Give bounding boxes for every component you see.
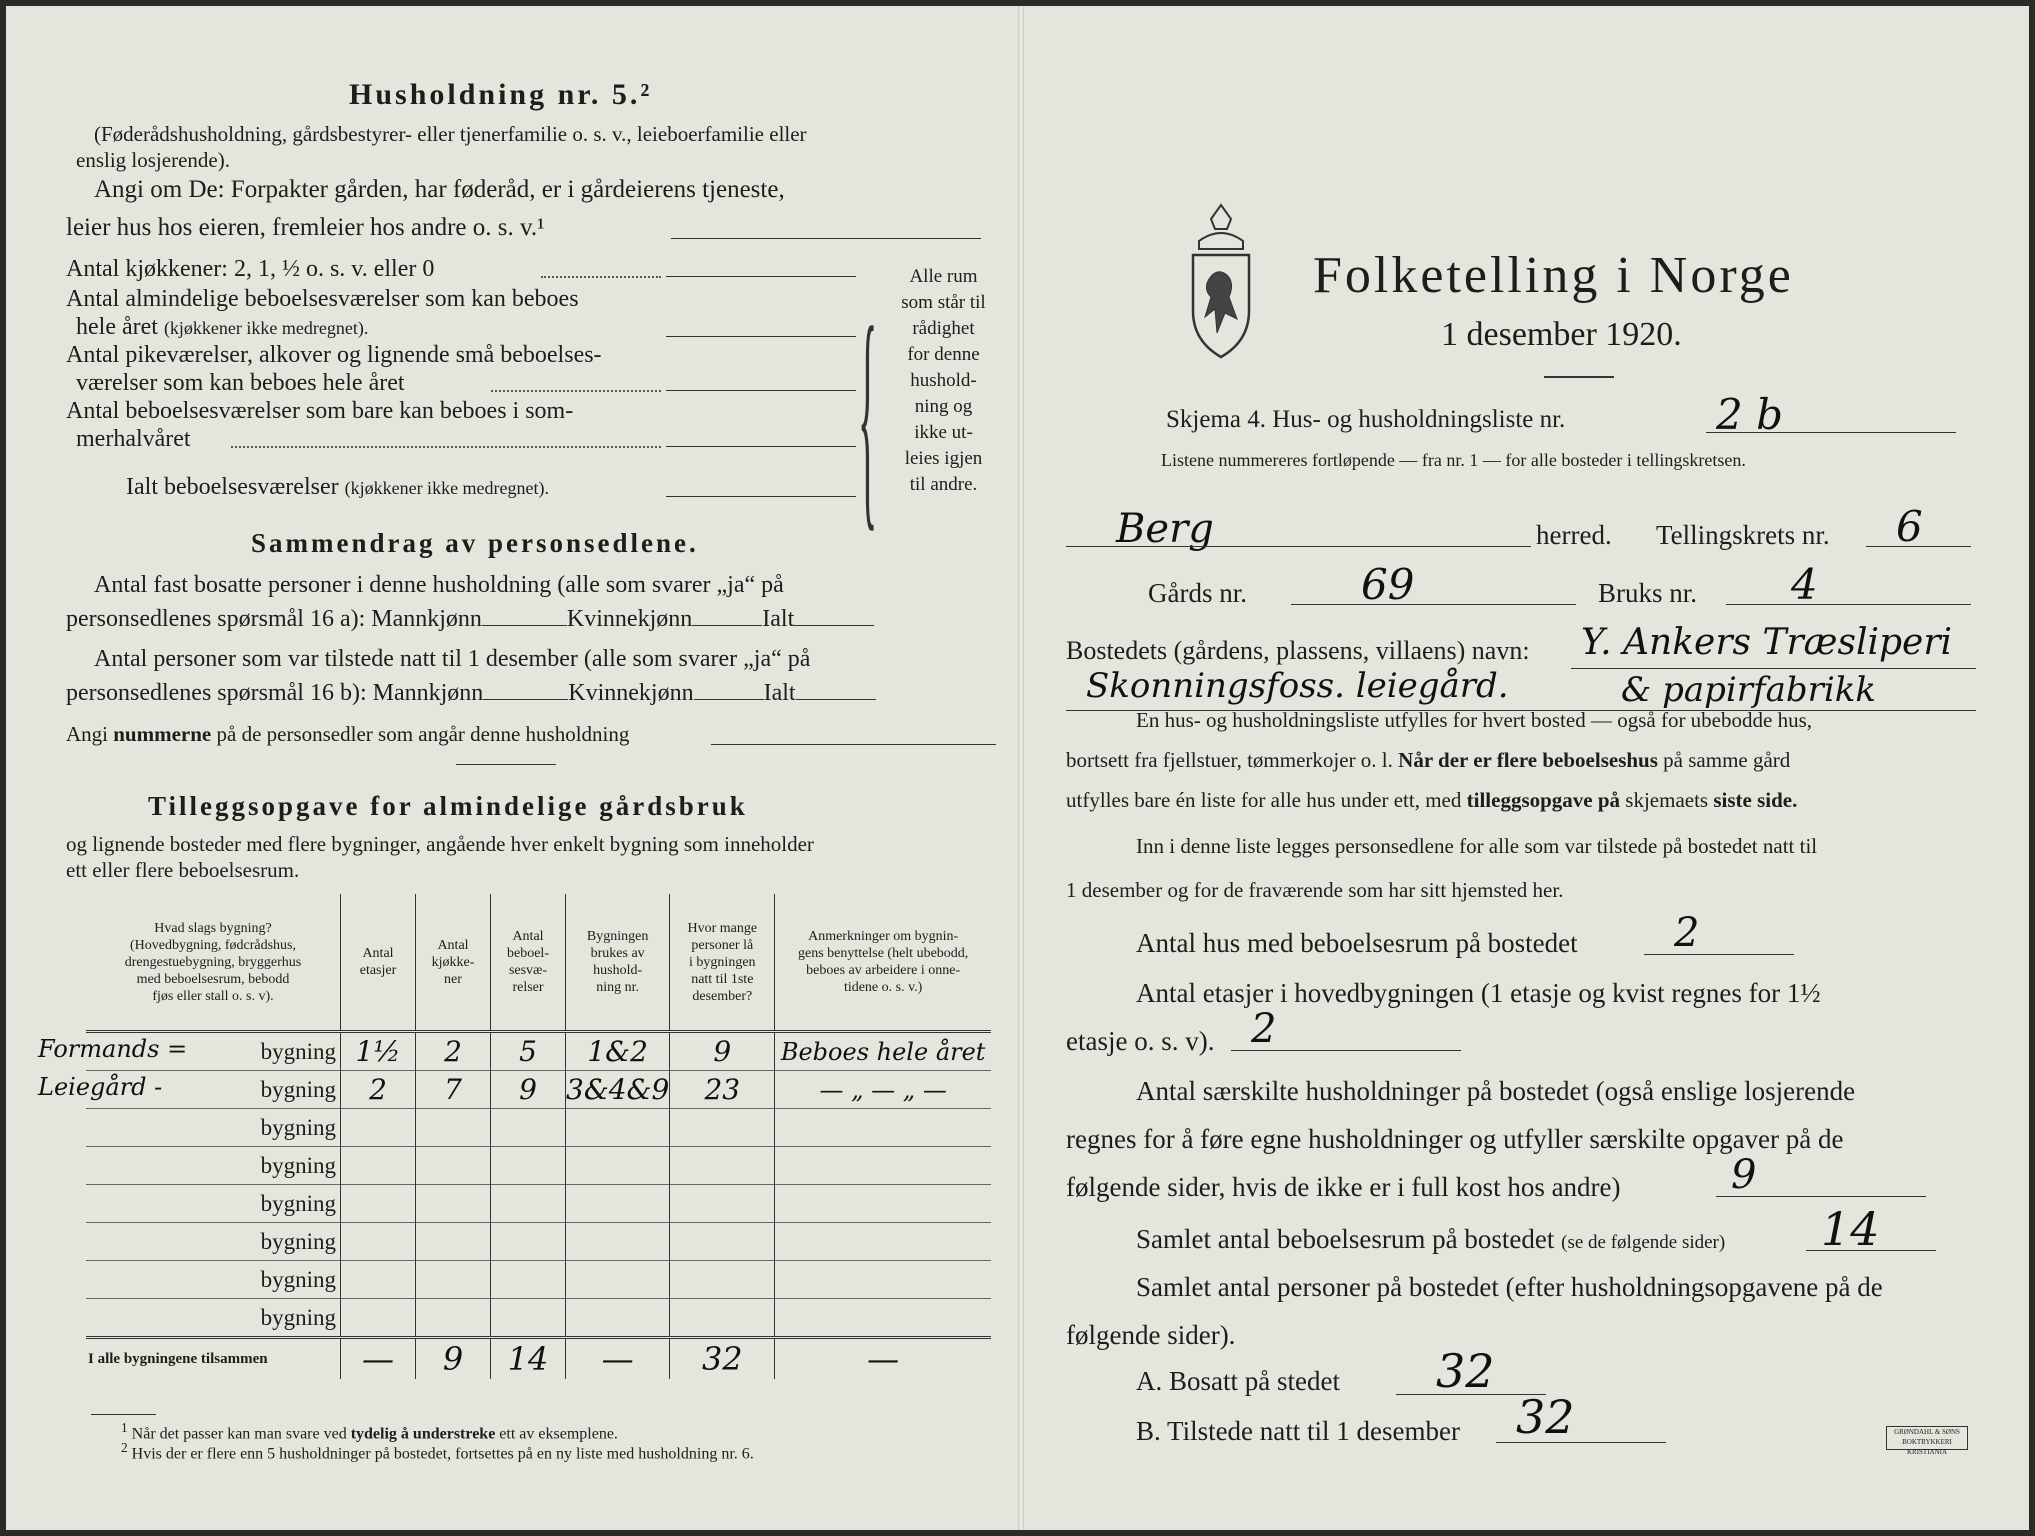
cell-floors: 2	[341, 1071, 416, 1109]
cell-households: 3&4&9	[566, 1071, 670, 1109]
cell-remarks	[775, 1147, 991, 1185]
bosted-label: Bostedets (gårdens, plassens, villaens) navn:	[1066, 636, 1530, 665]
kitchens-label: Antal kjøkkener: 2, 1, ½ o. s. v. eller 0	[66, 256, 435, 282]
rooms-side-note	[891, 264, 996, 498]
krets-label: Tellingskrets nr.	[1656, 520, 1830, 550]
table-row	[86, 1109, 991, 1147]
cell-households	[566, 1109, 670, 1147]
cell-persons	[670, 1261, 775, 1299]
table-row	[86, 1032, 991, 1071]
building-type-cell	[86, 1299, 341, 1338]
cell-persons	[670, 1299, 775, 1338]
cell-rooms	[491, 1299, 566, 1338]
side-note-line: hushold-	[910, 370, 977, 391]
building-suffix-label: bygning	[260, 1228, 336, 1254]
side-note-line: til andre.	[909, 474, 978, 495]
col-households: Bygningen brukes av hushold- ning nr.	[566, 894, 670, 1032]
ordinary-rooms-label-1: Antal almindelige beboelsesværelser som kan beboes	[66, 286, 579, 312]
cell-kitchens: 7	[416, 1071, 491, 1109]
total-rooms: 14	[491, 1338, 566, 1380]
side-note-line: leies igjen	[904, 448, 983, 469]
right-page	[1066, 6, 1986, 1530]
numbers-answer-line	[711, 744, 996, 745]
cell-rooms	[491, 1185, 566, 1223]
cell-remarks	[775, 1185, 991, 1223]
bruk-label: Bruks nr.	[1598, 578, 1698, 608]
total-kitchens: 9	[416, 1338, 491, 1380]
side-note-line: for denne	[907, 344, 980, 365]
cell-remarks	[775, 1109, 991, 1147]
left-page	[38, 6, 996, 1530]
building-suffix-label: bygning	[260, 1076, 336, 1102]
cell-persons	[670, 1223, 775, 1261]
census-date: 1 desember 1920.	[1441, 316, 1682, 353]
tenure-answer-line	[671, 238, 981, 239]
building-type-value: Leiegård -	[38, 1073, 163, 1101]
cell-kitchens: 2	[416, 1032, 491, 1071]
present-label: B. Tilstede natt til 1 desember	[1136, 1416, 1460, 1446]
rooms-value: 14	[1821, 1202, 1880, 1256]
building-suffix-label: bygning	[260, 1304, 336, 1330]
total-households: —	[566, 1338, 670, 1380]
brace: {	[858, 274, 878, 554]
krets-value: 6	[1896, 502, 1923, 551]
coat-of-arms-icon	[1181, 201, 1261, 361]
bosted-value-2: Skonningsfoss. leiegård.	[1086, 666, 1509, 706]
summary-b-line-1: Antal personer som var tilstede natt til 1 desember (alle som svarer „ja“ på	[94, 646, 811, 672]
cell-rooms	[491, 1223, 566, 1261]
supplement-text-2: ett eller flere beboelsesrum.	[66, 858, 300, 882]
total-persons: 32	[670, 1338, 775, 1380]
building-type-value: Formands =	[38, 1035, 188, 1063]
households-answer-line	[1716, 1196, 1926, 1197]
instruction-5: 1 desember og for de fraværende som har sitt hjemsted her.	[1066, 878, 1564, 902]
table-header-row	[86, 894, 991, 1032]
floors-answer-line	[1231, 1050, 1461, 1051]
cell-remarks: Beboes hele året	[775, 1032, 991, 1071]
cell-kitchens	[416, 1223, 491, 1261]
cell-rooms: 5	[491, 1032, 566, 1071]
bosted-value-3: & papirfabrikk	[1621, 670, 1876, 710]
cell-rooms: 9	[491, 1071, 566, 1109]
bosted-answer-line-1	[1571, 668, 1976, 669]
schema-label: Skjema 4. Hus- og husholdningsliste nr.	[1166, 406, 1566, 433]
supplement-heading: Tilleggsopgave for almindelige gårdsbruk	[148, 791, 748, 821]
summer-rooms-answer-line	[666, 446, 856, 447]
rooms-answer-line	[1806, 1250, 1936, 1251]
building-type-cell	[38, 1071, 341, 1109]
cell-remarks	[775, 1261, 991, 1299]
building-type-cell	[86, 1109, 341, 1147]
cell-persons: 9	[670, 1032, 775, 1071]
instruction-4: Inn i denne liste legges personsedlene for alle som var tilstede på bostedet natt til	[1136, 834, 1818, 858]
cell-persons	[670, 1147, 775, 1185]
resident-label: A. Bosatt på stedet	[1136, 1366, 1340, 1396]
col-remarks: Anmerkninger om bygnin- gens benyttelse (helt ubebodd, beboes av arbeidere i onne- tidene o. s. v.)	[798, 929, 969, 995]
total-remarks: —	[775, 1338, 991, 1380]
cell-households	[566, 1261, 670, 1299]
cell-kitchens	[416, 1185, 491, 1223]
numbering-note: Listene nummereres fortløpende — fra nr. 1 — for alle bosteder i tellingskretsen.	[1161, 450, 1746, 470]
cell-households	[566, 1185, 670, 1223]
cell-floors	[341, 1223, 416, 1261]
question-tenure-line-1: Angi om De: Forpakter gården, har føderåd, er i gårdeierens tjeneste,	[94, 176, 785, 203]
total-floors: —	[341, 1338, 416, 1380]
table-row	[86, 1185, 991, 1223]
building-suffix-label: bygning	[260, 1114, 336, 1140]
cell-remarks	[775, 1223, 991, 1261]
herred-label: herred.	[1536, 520, 1612, 550]
col-building-type: Hvad slags bygning? (Hovedbygning, fødcrådshus, drengestuebygning, bryggerhus med beboelsesrum, bebodd fjøs eller stall o. s. v).	[86, 894, 341, 1032]
building-suffix-label: bygning	[260, 1266, 336, 1292]
maid-rooms-label-1: Antal pikeværelser, alkover og lignende små beboelses-	[66, 342, 602, 368]
summer-rooms-label-1: Antal beboelsesværelser som bare kan beboes i som-	[66, 398, 574, 424]
col-kitchens: Antal kjøkke- ner	[416, 894, 491, 1032]
intro-note-line-2: enslig losjerende).	[76, 148, 230, 172]
rooms-label: Samlet antal beboelsesrum på bostedet (se de følgende sider)	[1136, 1224, 1726, 1254]
question-tenure-line-2: leier hus hos eieren, fremleier hos andre o. s. v.¹	[66, 214, 545, 241]
persons-label-2: følgende sider).	[1066, 1320, 1236, 1350]
cell-persons	[670, 1109, 775, 1147]
building-type-cell	[38, 1032, 341, 1071]
cell-households: 1&2	[566, 1032, 670, 1071]
census-title: Folketelling i Norge	[1313, 247, 1794, 304]
household-title: Husholdning nr. 5.²	[349, 78, 653, 111]
ordinary-rooms-answer-line	[666, 336, 856, 337]
table-row	[86, 1223, 991, 1261]
herred-value: Berg	[1116, 506, 1214, 552]
side-note-line: rådighet	[912, 318, 975, 339]
cell-floors	[341, 1109, 416, 1147]
section-divider	[456, 764, 556, 765]
instruction-1: En hus- og husholdningsliste utfylles for hvert bosted — også for ubebodde hus,	[1136, 708, 1812, 732]
table-row	[86, 1147, 991, 1185]
cell-remarks	[775, 1299, 991, 1338]
floors-label-2: etasje o. s. v).	[1066, 1026, 1215, 1056]
maid-rooms-label-2: værelser som kan beboes hele året	[76, 370, 405, 396]
summary-b-line-2: personsedlenes spørsmål 16 b): Mannkjønn Kvinnekjønn Ialt	[66, 680, 876, 707]
summary-heading: Sammendrag av personsedlene.	[251, 528, 699, 558]
houses-answer-line	[1644, 954, 1794, 955]
side-note-line: ikke ut-	[914, 422, 973, 443]
ordinary-rooms-label-2: hele året (kjøkkener ikke medregnet).	[76, 314, 369, 340]
cell-households	[566, 1147, 670, 1185]
col-floors: Antal etasjer	[341, 894, 416, 1032]
floors-value: 2	[1251, 1006, 1277, 1052]
herred-answer-line	[1066, 546, 1531, 547]
gard-value: 69	[1361, 560, 1415, 609]
footnote-rule	[91, 1414, 156, 1415]
present-value: 32	[1516, 1390, 1575, 1444]
building-suffix-label: bygning	[260, 1152, 336, 1178]
summary-a-line-2: personsedlenes spørsmål 16 a): Mannkjønn Kvinnekjønn Ialt	[66, 606, 874, 633]
cell-kitchens	[416, 1299, 491, 1338]
houses-label: Antal hus med beboelsesrum på bostedet	[1136, 928, 1578, 958]
cell-rooms	[491, 1261, 566, 1299]
side-note-line: ning og	[914, 396, 973, 417]
cell-kitchens	[416, 1147, 491, 1185]
building-type-cell	[86, 1147, 341, 1185]
col-persons: Hvor mange personer lå i bygningen natt til 1ste desember?	[670, 894, 775, 1032]
schema-value: 2 b	[1716, 390, 1783, 439]
krets-answer-line	[1866, 546, 1971, 547]
maid-rooms-dots	[491, 390, 661, 392]
summer-rooms-label-2: merhalvåret	[76, 426, 191, 452]
gard-label: Gårds nr.	[1148, 578, 1247, 608]
households-label-1: Antal særskilte husholdninger på bostedet (også enslige losjerende	[1136, 1076, 1856, 1106]
table-total-row	[86, 1338, 991, 1380]
census-form-sheet	[6, 6, 2029, 1530]
cell-kitchens	[416, 1109, 491, 1147]
total-rooms-label: Ialt beboelsesværelser (kjøkkener ikke medregnet).	[126, 474, 550, 500]
table-row	[86, 1071, 991, 1109]
maid-rooms-answer-line	[666, 390, 856, 391]
kitchens-dots	[541, 276, 661, 278]
present-answer-line	[1496, 1442, 1666, 1443]
building-suffix-label: bygning	[260, 1190, 336, 1216]
cell-remarks: — „ — „ —	[775, 1071, 991, 1109]
intro-note-line-1: (Føderådshusholdning, gårdsbestyrer- eller tjenerfamilie o. s. v., leieboerfamilie eller	[94, 122, 807, 146]
cell-floors	[341, 1185, 416, 1223]
cell-floors	[341, 1299, 416, 1338]
bruk-value: 4	[1791, 560, 1818, 609]
summary-numbers-line: Angi nummerne på de personsedler som angår denne husholdning	[66, 722, 630, 746]
cell-households	[566, 1299, 670, 1338]
building-type-cell	[86, 1185, 341, 1223]
households-label-3: følgende sider, hvis de ikke er i full kost hos andre)	[1066, 1172, 1621, 1202]
footnote-1: $^1$ Når det passer kan man svare ved tydelig å understreke ett av eksemplene.	[121, 1420, 618, 1443]
schema-answer-line	[1706, 432, 1956, 433]
cell-floors: 1½	[341, 1032, 416, 1071]
resident-value: 32	[1436, 1344, 1495, 1398]
cell-kitchens	[416, 1261, 491, 1299]
buildings-table	[38, 894, 991, 1379]
instruction-2: bortsett fra fjellstuer, tømmerkojer o. l. Når der er flere beboelseshus på samme gård	[1066, 748, 1791, 772]
summer-rooms-dots	[231, 446, 661, 448]
supplement-text-1: og lignende bosteder med flere bygninger, angående hver enkelt bygning som inneholder	[66, 832, 814, 856]
footnote-2: $^2$ Hvis der er flere enn 5 husholdninger på bostedet, fortsettes på en ny liste med husholdning nr. 6.	[121, 1440, 754, 1463]
col-rooms: Antal beboel- sesvæ- relser	[491, 894, 566, 1032]
cell-persons	[670, 1185, 775, 1223]
cell-rooms	[491, 1147, 566, 1185]
instruction-3: utfylles bare én liste for alle hus under ett, med tilleggsopgave på skjemaets siste side.	[1066, 788, 1798, 812]
table-row	[86, 1299, 991, 1338]
table-row	[86, 1261, 991, 1299]
cell-rooms	[491, 1109, 566, 1147]
cell-floors	[341, 1261, 416, 1299]
summary-a-line-1: Antal fast bosatte personer i denne husholdning (alle som svarer „ja“ på	[94, 572, 784, 598]
houses-value: 2	[1674, 910, 1700, 956]
building-type-cell	[86, 1261, 341, 1299]
page-fold	[1018, 6, 1024, 1530]
households-label-2: regnes for å føre egne husholdninger og utfyller særskilte opgaver på de	[1066, 1124, 1844, 1154]
printer-stamp: GRØNDAHL & SØNS BOKTRYKKERI KRISTIANIA	[1886, 1426, 1968, 1450]
bruk-answer-line	[1726, 604, 1971, 605]
bosted-value-1: Y. Ankers Træsliperi	[1581, 622, 1953, 663]
cell-persons: 23	[670, 1071, 775, 1109]
cell-households	[566, 1223, 670, 1261]
cell-floors	[341, 1147, 416, 1185]
side-note-line: Alle rum	[909, 266, 978, 287]
side-note-line: som står til	[901, 292, 986, 313]
persons-label-1: Samlet antal personer på bostedet (efter husholdningsopgavene på de	[1136, 1272, 1883, 1302]
total-rooms-answer-line	[666, 496, 856, 497]
households-value: 9	[1731, 1152, 1757, 1198]
floors-label-1: Antal etasjer i hovedbygningen (1 etasje og kvist regnes for 1½	[1136, 978, 1821, 1008]
kitchens-answer-line	[666, 276, 856, 277]
title-divider	[1544, 376, 1614, 378]
building-suffix-label: bygning	[260, 1038, 336, 1064]
total-label: I alle bygningene tilsammen	[86, 1338, 341, 1380]
gard-answer-line	[1291, 604, 1576, 605]
building-type-cell	[86, 1223, 341, 1261]
